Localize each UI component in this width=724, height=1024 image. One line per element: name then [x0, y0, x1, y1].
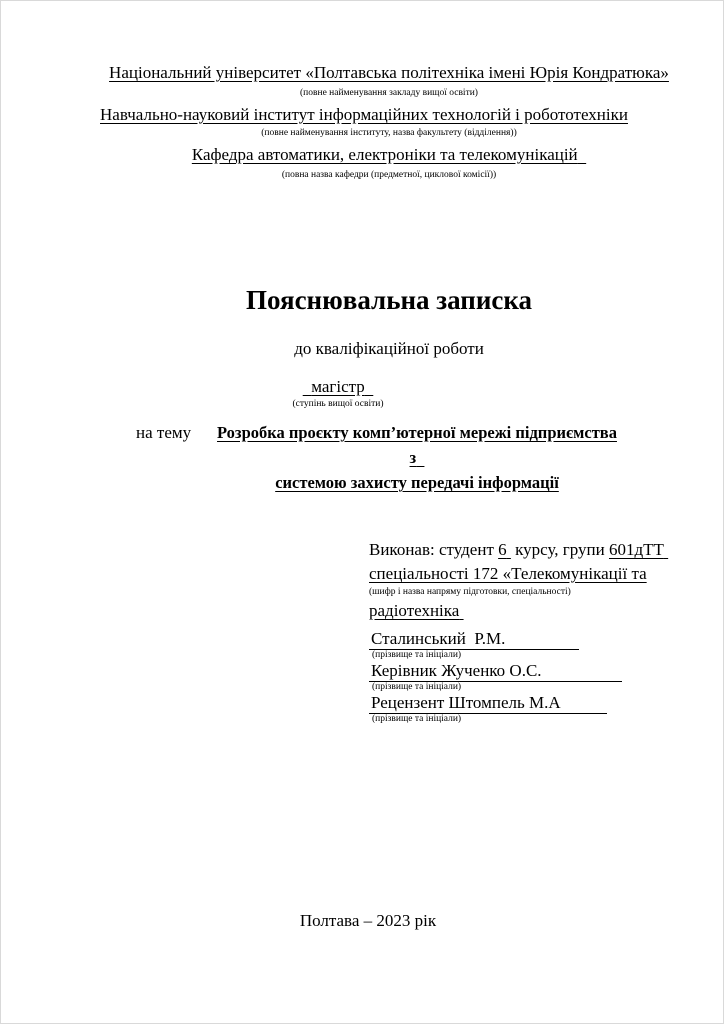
specialty-line-2 — [369, 599, 674, 623]
theme-block — [104, 420, 674, 495]
group-value: 601дТТ — [608, 540, 664, 559]
signature-supervisor — [369, 661, 674, 693]
department-name: Кафедра автоматики, електроніки та телекомунікацій — [191, 145, 578, 164]
specialty-caption: (шифр і назва напряму підготовки, спеціальності) — [369, 587, 571, 597]
city-year: Полтава – 2023 рік — [299, 911, 437, 930]
executor-block — [369, 538, 674, 725]
student-name: Сталинський Р.М. — [369, 629, 579, 650]
performed-line — [369, 538, 674, 562]
theme-line-1: Розробка проєкту комп’ютерної мережі підприємства з — [217, 423, 617, 467]
institute-name: Навчально-науковий інститут інформаційних технологій і робототехніки — [100, 105, 628, 124]
university-name: Національний університет «Полтавська політехніка імені Юрія Кондратюка» — [109, 63, 669, 82]
supervisor-name-caption: (прізвище та ініціали) — [372, 682, 462, 692]
course-value: 6 — [498, 540, 507, 559]
theme-label: на тему — [136, 423, 192, 442]
degree-block — [53, 377, 623, 410]
signature-reviewer — [369, 693, 674, 725]
performed-prefix: Виконав: студент — [369, 540, 494, 559]
performed-mid: курсу, групи — [515, 540, 605, 559]
theme-title — [211, 420, 623, 495]
header-block — [100, 63, 674, 181]
institute-caption: (повне найменування інституту, назва факультету (відділення)) — [261, 128, 517, 138]
signatures — [369, 629, 674, 725]
degree-value: магістр — [311, 377, 365, 396]
signature-student — [369, 629, 674, 661]
degree-caption: (ступінь вищої освіти) — [292, 399, 384, 409]
department-caption: (повна назва кафедри (предметної, циклової комісії)) — [281, 170, 497, 180]
theme-line-2: системою захисту передачі інформації — [275, 473, 559, 492]
document-title: Пояснювальна записка — [245, 285, 533, 315]
specialty-line-1 — [369, 562, 674, 586]
reviewer-name-caption: (прізвище та ініціали) — [372, 714, 462, 724]
specialty-text-1: спеціальності 172 «Телекомунікації та — [369, 564, 647, 583]
reviewer-name: Рецензент Штомпель М.А — [369, 693, 607, 714]
supervisor-name: Керівник Жученко О.С. — [369, 661, 622, 682]
university-caption: (повне найменування закладу вищої освіти) — [300, 88, 478, 98]
document-subtitle: до кваліфікаційної роботи — [294, 339, 484, 358]
specialty-text-2: радіотехніка — [369, 601, 460, 620]
student-name-caption: (прізвище та ініціали) — [372, 650, 462, 660]
